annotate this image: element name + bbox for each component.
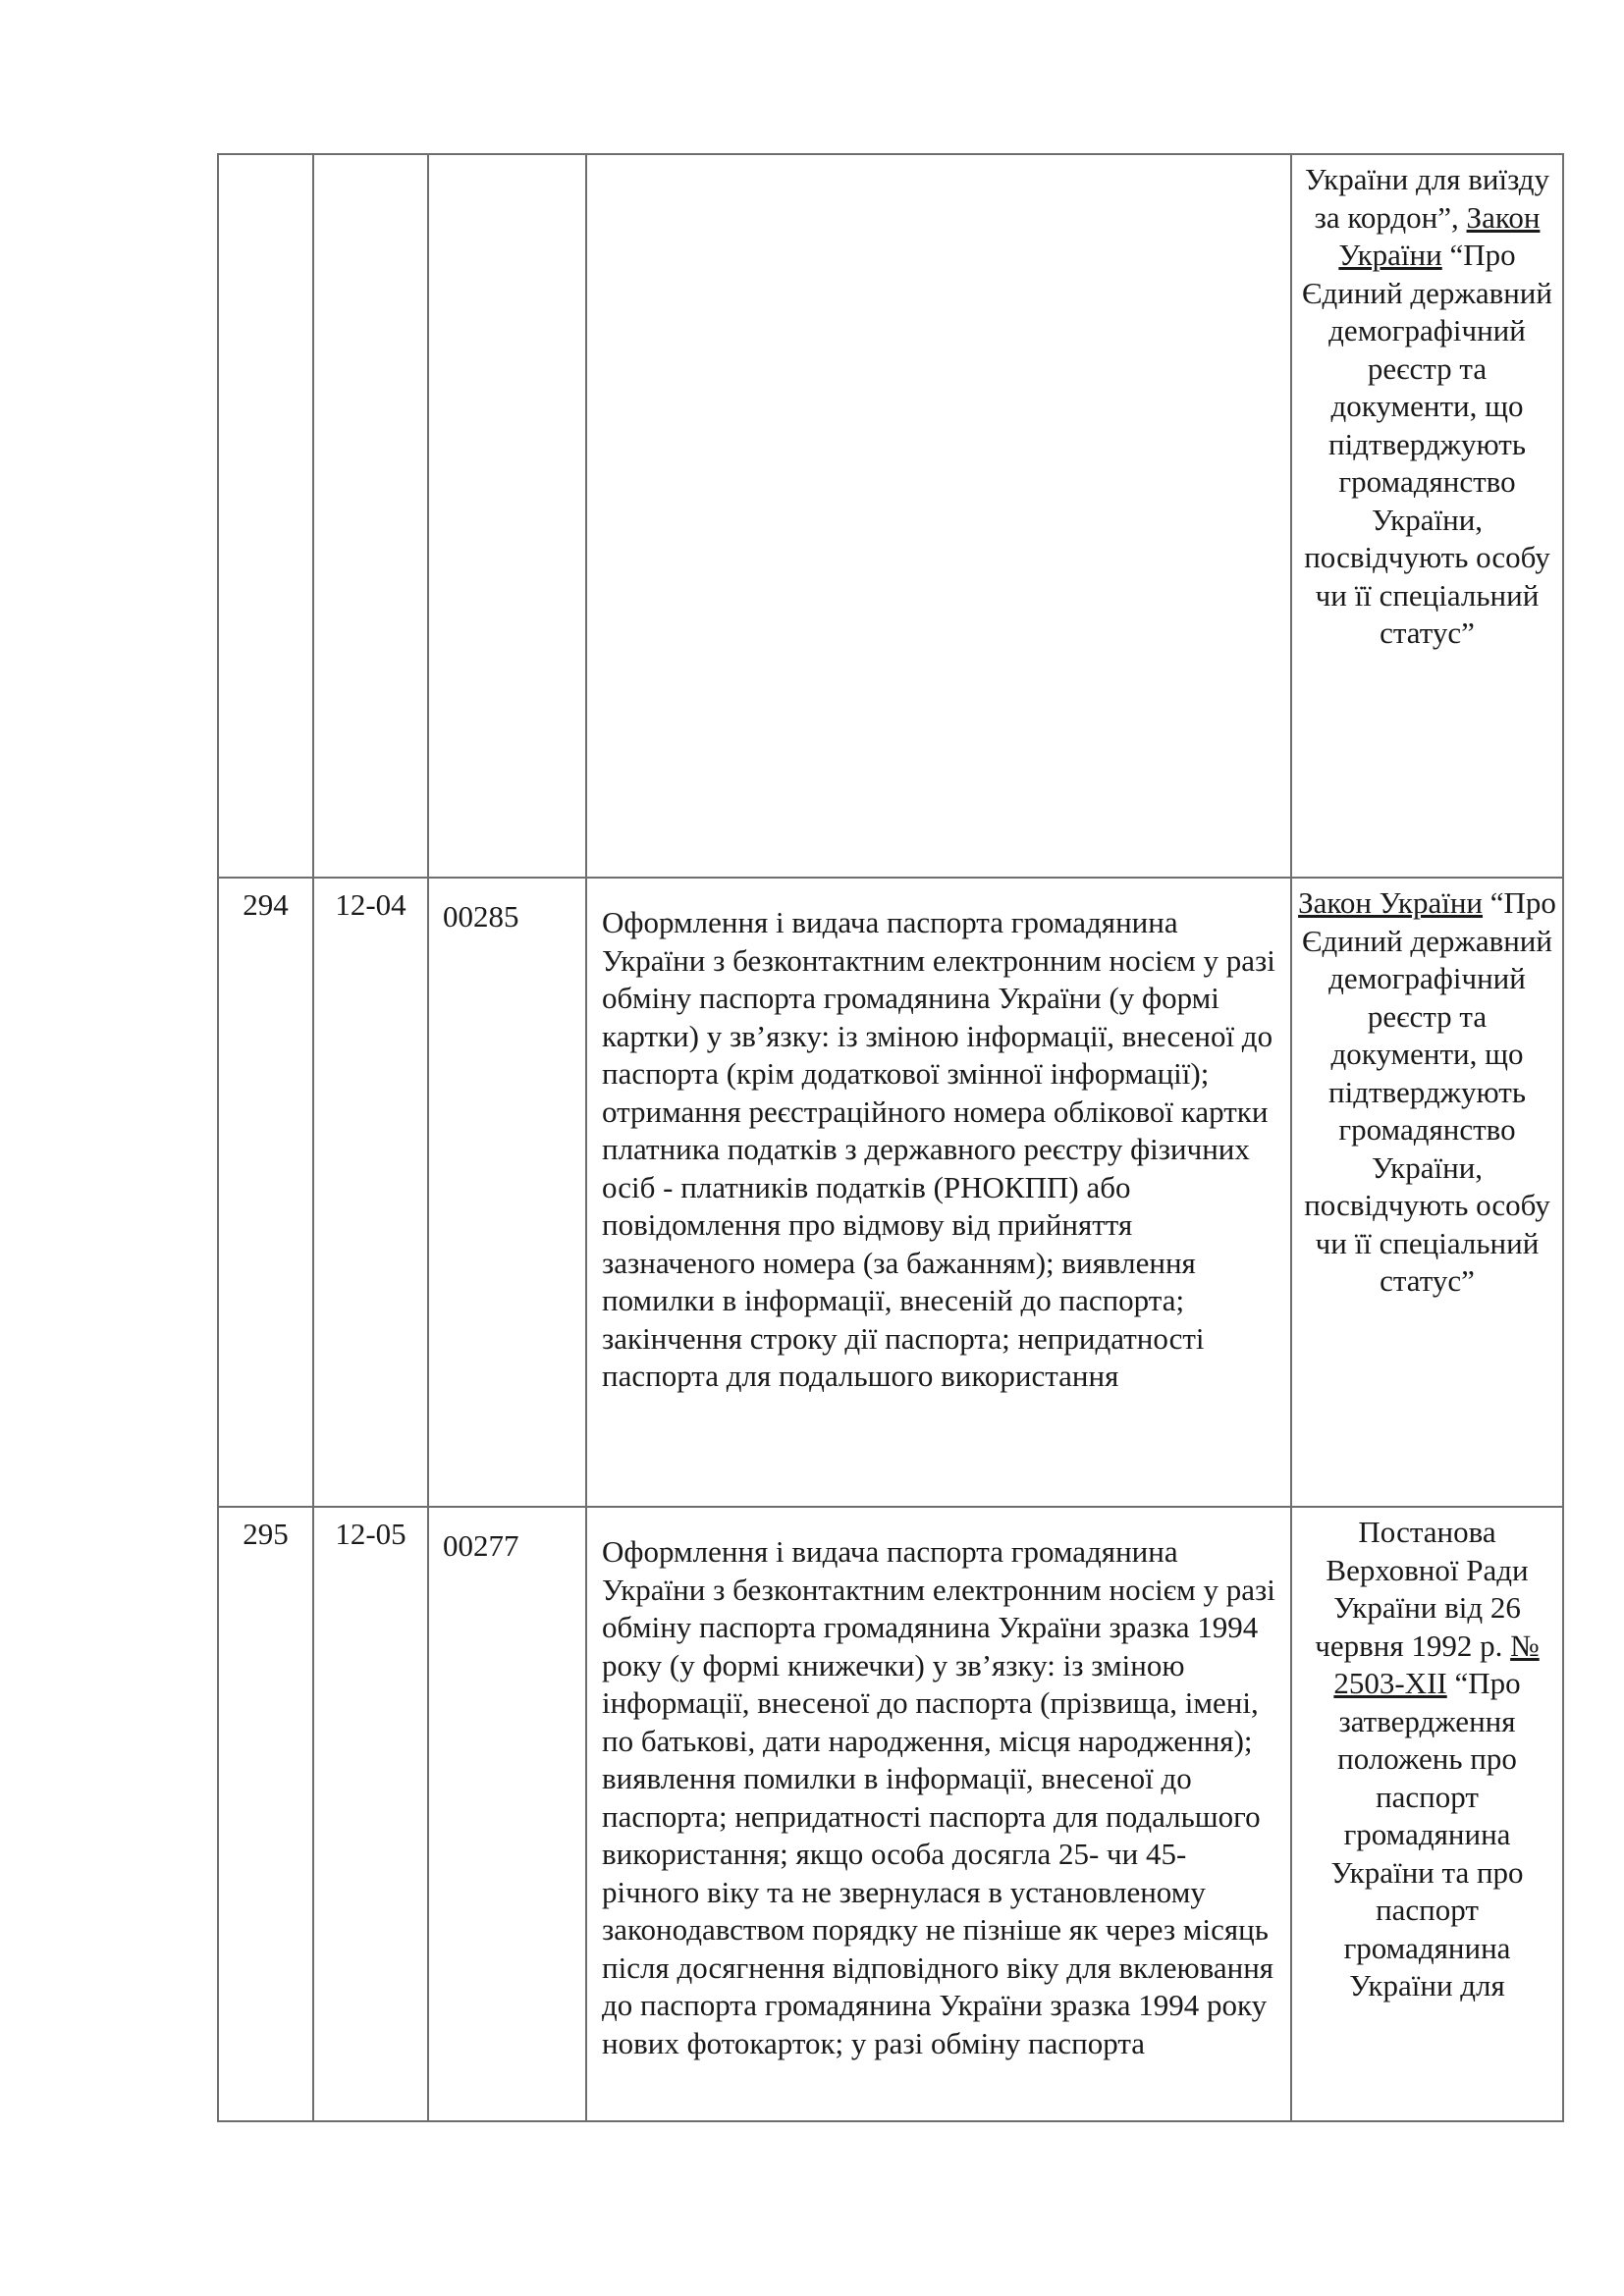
legal-basis-text-before: Постанова Верховної Ради України від 26 червня 1992 р. (1315, 1515, 1529, 1663)
services-table (217, 153, 1564, 2122)
table-row (218, 1507, 1563, 2121)
law-link[interactable]: Закон України (1298, 885, 1484, 920)
row-code: 12-04 (313, 878, 428, 1507)
service-description: Оформлення і видача паспорта громадянина України з безконтактним електронним носієм у разі обміну паспорта громадянина України зразка 1994 року (у формі книжечки) у зв’язку: із зміною інформації, внесеної до паспорта (прізвища, імені, по батькові, дати народження, місця народження); виявлення помилки в інформації, внесеної до паспорта; непридатності паспорта для подальшого використання; якщо особа досягла 25- чи 45-річного віку та не звернулася в установленому законодавством порядку не пізніше як через місяць після досягнення відповідного віку для вклеювання до паспорта громадянина України зразка 1994 року нових фотокарток; у разі обміну паспорта (586, 1507, 1291, 2121)
resolution-link[interactable]: № 2503-XII (1333, 1628, 1540, 1700)
legal-basis-text-after: “Про затвердження положень про паспорт громадянина України та про паспорт громадянина України для (1330, 1666, 1524, 2002)
service-description (586, 154, 1291, 878)
legal-basis (1291, 1507, 1563, 2121)
table-row (218, 878, 1563, 1507)
legal-basis (1291, 878, 1563, 1507)
row-number: 294 (218, 878, 313, 1507)
row-number (218, 154, 313, 878)
service-description: Оформлення і видача паспорта громадянина України з безконтактним електронним носієм у разі обміну паспорта громадянина України (у формі картки) у зв’язку: із зміною інформації, внесеної до паспорта (крім додаткової змінної інформації); отримання реєстраційного номера облікової картки платника податків з державного реєстру фізичних осіб - платників податків (РНОКПП) або повідомлення про відмову від прийняття зазначеного номера (за бажанням); виявлення помилки в інформації, внесеній до паспорта; закінчення строку дії паспорта; непридатності паспорта для подальшого використання (586, 878, 1291, 1507)
row-code (313, 154, 428, 878)
row-code: 12-05 (313, 1507, 428, 2121)
table-row (218, 154, 1563, 878)
service-id (428, 154, 586, 878)
law-link[interactable]: Закон України (1338, 199, 1541, 272)
service-id: 00285 (428, 878, 586, 1507)
legal-basis (1291, 154, 1563, 878)
legal-basis-text-after: “Про Єдиний державний демографічний реєстр та документи, що підтверджують громадянство України, посвідчують особу чи її спеціальний статус” (1302, 885, 1556, 1298)
legal-basis-text-after: “Про Єдиний державний демографічний реєстр та документи, що підтверджують громадянство України, посвідчують особу чи її спеціальний статус” (1302, 238, 1552, 650)
legal-basis-text-before: України для виїзду за кордон”, (1304, 162, 1550, 235)
service-id: 00277 (428, 1507, 586, 2121)
row-number: 295 (218, 1507, 313, 2121)
